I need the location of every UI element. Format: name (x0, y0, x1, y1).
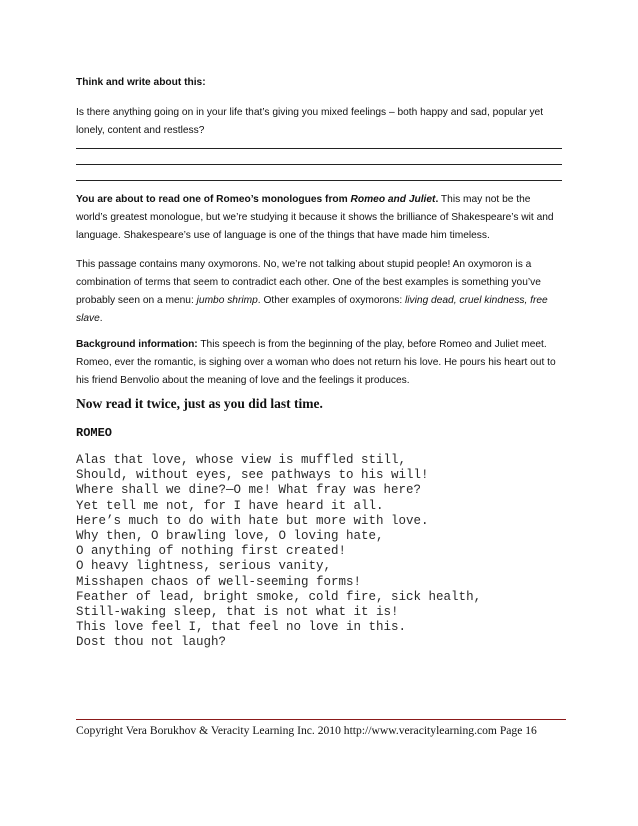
oxymoron-example-1: jumbo shrimp (196, 295, 258, 306)
poem-line: Dost thou not laugh? (76, 635, 227, 650)
poem-line: Where shall we dine?—O me! What fray was here? (76, 483, 422, 498)
footer-divider (76, 719, 566, 720)
intro-period: . (435, 194, 439, 205)
document-page (76, 0, 562, 826)
poem-line: Feather of lead, bright smoke, cold fire, sick health, (76, 589, 482, 604)
poem-line: Alas that love, whose view is muffled still, (76, 453, 407, 467)
background-label: Background information: (76, 339, 198, 350)
oxymoron-text-1: This passage contains many oxymorons. No, we’re not talking about stupid people! An oxymoron is a combination of terms that seem to contradict each other. One of the best examples is something you’ve probably seen on a menu: (76, 259, 541, 306)
poem-line: Still-waking sleep, that is not what it is! (76, 605, 399, 620)
poem-line: This love feel I, that feel no love in this. (76, 620, 407, 635)
background-paragraph (76, 336, 562, 390)
intro-rest: This may not be the world’s greatest monologue, but we’re studying it because it shows the brilliance of Shakespeare’s wit and language. Shakespeare’s use of language is one of the things that have made him timeless. (76, 194, 554, 241)
poem-line: Yet tell me not, for I have heard it all. (76, 498, 384, 513)
poem-line: Should, without eyes, see pathways to his will! (76, 468, 429, 483)
writing-line[interactable] (76, 148, 562, 149)
oxymoron-text-2: . Other examples of oxymorons: (257, 295, 406, 306)
question-text: Is there anything going on in your life that’s giving you mixed feelings – both happy and sad, popular yet lonely, content and restless? (76, 107, 544, 136)
think-heading: Think and write about this: (76, 77, 206, 88)
poem-line: O heavy lightness, serious vanity, (76, 559, 332, 574)
background-text: This speech is from the beginning of the play, before Romeo and Juliet meet. Romeo, ever the romantic, is sighing over a woman who does not return his love. He pours his heart out to his friend Benvolio about the meaning of love and the feelings it produces. (76, 339, 556, 386)
intro-paragraph (76, 191, 562, 245)
poem-line: Misshapen chaos of well-seeming forms! (76, 574, 362, 589)
poem-line: O anything of nothing first created! (76, 544, 347, 559)
oxymoron-text-3: . (99, 313, 103, 324)
oxymoron-example-2: living dead, cruel kindness, free slave (76, 295, 548, 324)
oxymoron-paragraph (76, 256, 562, 328)
poem-line: Here’s much to do with hate but more with love. (76, 513, 429, 528)
poem-line: Why then, O brawling love, O loving hate, (76, 529, 384, 544)
speaker-name: ROMEO (76, 426, 113, 440)
play-title: Romeo and Juliet (350, 194, 436, 205)
page-footer: Copyright Vera Borukhov & Veracity Learning Inc. 2010 http://www.veracitylearning.com Page 16 (76, 724, 537, 737)
intro-lead: You are about to read one of Romeo’s monologues from (76, 194, 351, 205)
writing-line[interactable] (76, 164, 562, 165)
instruction-heading: Now read it twice, just as you did last time. (76, 396, 323, 411)
monologue (76, 453, 481, 651)
writing-line[interactable] (76, 180, 562, 181)
